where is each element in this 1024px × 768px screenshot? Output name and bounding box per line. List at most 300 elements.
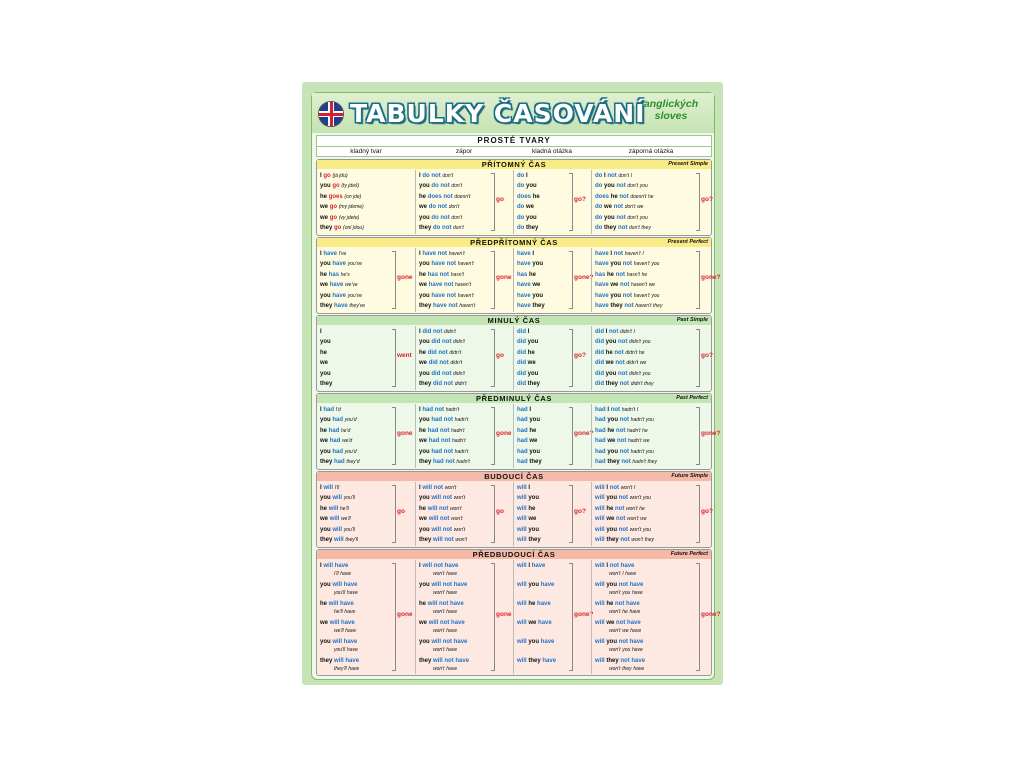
- table-row: [419, 657, 469, 673]
- form-panel-nq: [591, 482, 712, 546]
- contraction: won't: [433, 571, 445, 577]
- auxiliary-have: have: [340, 601, 354, 607]
- contraction: won't: [444, 485, 457, 491]
- table-row: [595, 562, 636, 578]
- auxiliary-have: have: [540, 582, 555, 588]
- bracket: [491, 563, 495, 671]
- contraction: (my jdeme): [338, 204, 364, 211]
- pronoun: you: [610, 261, 622, 268]
- auxiliary: do: [595, 204, 603, 211]
- table-row: [517, 260, 543, 268]
- tense-section: [316, 315, 712, 392]
- auxiliary: did: [431, 339, 441, 346]
- row-line-full: [320, 562, 351, 570]
- column-headers: [316, 146, 712, 157]
- verb-form: have: [332, 292, 347, 299]
- table-row: [595, 505, 645, 513]
- pronoun: you: [320, 417, 331, 424]
- table-row: [595, 203, 643, 211]
- negation: not: [618, 582, 629, 588]
- pronoun: you: [527, 370, 539, 377]
- contraction: won't: [453, 495, 466, 502]
- contraction: haven't: [455, 282, 472, 289]
- table-row: [419, 505, 462, 513]
- auxiliary: do: [517, 214, 525, 221]
- pronoun: you: [639, 183, 648, 190]
- negation: not: [615, 271, 626, 278]
- pronoun: you: [529, 417, 541, 424]
- pronoun: they: [529, 459, 542, 465]
- pronoun: he: [419, 271, 427, 278]
- contraction: don't: [451, 214, 463, 221]
- pronoun: I: [633, 485, 636, 491]
- verb-form: had: [332, 417, 344, 424]
- pronoun: he: [419, 427, 427, 434]
- contraction: they'll: [345, 537, 358, 543]
- auxiliary: will: [433, 658, 443, 664]
- auxiliary: have: [595, 261, 609, 268]
- pronoun: you: [419, 339, 430, 346]
- bracket: [491, 173, 495, 231]
- auxiliary: will: [595, 495, 605, 502]
- pronoun: we: [529, 438, 538, 445]
- pronoun: he: [641, 271, 648, 278]
- contraction: won't: [450, 505, 462, 512]
- main-verb-form: gone: [496, 274, 512, 281]
- pronoun: you: [651, 261, 660, 268]
- pronoun: you: [320, 261, 331, 268]
- pronoun: I: [320, 329, 322, 335]
- negation: not: [613, 204, 624, 211]
- table-row: [517, 515, 536, 523]
- table-row: [320, 224, 364, 232]
- table-row: [517, 638, 554, 646]
- auxiliary: will: [422, 485, 433, 491]
- pronoun: you: [607, 417, 619, 424]
- bracket: [491, 485, 495, 543]
- contraction: didn't: [454, 381, 467, 387]
- form-panel-neg: [415, 248, 513, 312]
- table-row: [419, 638, 467, 654]
- table-row: [419, 349, 461, 357]
- negation: not: [619, 448, 630, 455]
- negation: not: [614, 349, 624, 356]
- auxiliary: will: [428, 516, 439, 523]
- auxiliary-have: have: [629, 609, 641, 615]
- negation: not: [439, 601, 449, 607]
- auxiliary: will: [427, 601, 438, 607]
- auxiliary-have: have: [345, 628, 357, 634]
- contraction: he'll: [340, 505, 349, 512]
- table-row: [419, 224, 464, 232]
- table-row: [320, 328, 322, 336]
- table-row: [595, 370, 651, 378]
- main-verb-form: went: [397, 352, 412, 359]
- contraction: won't: [626, 505, 638, 512]
- auxiliary: will: [431, 495, 442, 502]
- pronoun: I: [605, 329, 608, 335]
- pronoun: they: [607, 459, 620, 465]
- table-row: [517, 380, 540, 388]
- auxiliary-have: have: [633, 666, 645, 672]
- pronoun: I: [636, 407, 639, 413]
- table-row: [595, 427, 648, 435]
- table-row: [320, 562, 351, 578]
- table-row: [595, 224, 651, 232]
- table-row: [419, 427, 465, 435]
- main-verb-form: gone: [397, 611, 413, 618]
- pronoun: he: [606, 601, 614, 607]
- table-row: [320, 250, 346, 258]
- section-tense-name: Past Simple: [676, 317, 708, 323]
- auxiliary: will: [517, 639, 527, 645]
- pronoun: they: [320, 537, 333, 543]
- verb-form: will: [323, 485, 334, 491]
- pronoun: we: [606, 516, 615, 523]
- table-row: [595, 416, 654, 424]
- table-row: [419, 494, 465, 502]
- contraction: won't: [631, 537, 643, 543]
- table-row: [595, 260, 659, 268]
- table-row: [517, 484, 530, 492]
- table-row: [419, 328, 456, 336]
- table-row: [595, 172, 632, 180]
- pronoun: he: [320, 427, 328, 434]
- negation: not: [618, 495, 629, 502]
- table-row: [419, 380, 466, 388]
- table-row: [517, 562, 545, 570]
- table-row: [517, 458, 542, 466]
- pronoun: I: [320, 563, 322, 569]
- main-verb-form: gone?: [701, 611, 721, 618]
- pronoun: they: [320, 658, 333, 664]
- contraction: they've: [349, 303, 366, 309]
- contraction: (já jdu): [332, 173, 348, 179]
- row-line-full: [320, 619, 356, 627]
- table-row: [517, 214, 537, 222]
- pronoun: they: [606, 658, 619, 664]
- auxiliary: had: [428, 438, 440, 445]
- contraction: won't: [455, 537, 467, 543]
- bracket: [696, 329, 700, 387]
- form-panel-q: [513, 560, 594, 674]
- row-line-full: [517, 638, 554, 646]
- row-line-full: [419, 638, 467, 646]
- pronoun: he: [639, 505, 645, 512]
- auxiliary: did: [595, 360, 604, 367]
- auxiliary-have: have: [537, 601, 551, 607]
- row-line-short: [419, 646, 467, 654]
- form-panel-nq: [591, 404, 721, 468]
- bracket: [696, 407, 700, 465]
- table-row: [419, 536, 467, 544]
- contraction: won't: [629, 495, 642, 502]
- contraction: didn't: [449, 349, 462, 356]
- contraction: won't: [451, 516, 463, 523]
- auxiliary-have: have: [444, 563, 459, 569]
- form-panel-q: [513, 482, 591, 546]
- pronoun: we: [643, 438, 650, 445]
- pronoun: we: [604, 204, 613, 211]
- table-row: [320, 172, 348, 180]
- negation: not: [617, 438, 627, 445]
- verb-form: had: [332, 448, 344, 455]
- table-row: [419, 484, 456, 492]
- contraction: doesn't: [454, 193, 471, 200]
- table-row: [320, 515, 351, 523]
- auxiliary: have: [428, 282, 443, 289]
- row-line-short: [320, 646, 358, 654]
- contraction: haven't: [631, 282, 648, 289]
- auxiliary: will: [517, 537, 527, 543]
- table-row: [517, 600, 551, 608]
- auxiliary-have: have: [531, 563, 546, 569]
- table-row: [320, 484, 339, 492]
- section-tense-name: Future Perfect: [670, 551, 708, 557]
- contraction: don't: [618, 173, 630, 179]
- contraction: we'll: [334, 628, 344, 634]
- contraction: haven't: [457, 292, 474, 299]
- table-row: [320, 292, 362, 300]
- form-panel-aff: [317, 404, 414, 468]
- auxiliary: did: [517, 329, 526, 335]
- pronoun: you: [529, 448, 541, 455]
- pronoun: you: [642, 339, 651, 346]
- negation: not: [442, 495, 453, 502]
- auxiliary: do: [428, 204, 437, 211]
- contraction: we've: [345, 282, 358, 289]
- form-panel-aff: [317, 482, 414, 546]
- bracket: [696, 563, 700, 671]
- negation: not: [609, 485, 620, 491]
- auxiliary-have: have: [625, 571, 637, 577]
- auxiliary-have: have: [629, 582, 644, 588]
- pronoun: he: [320, 271, 328, 278]
- auxiliary-have: have: [540, 639, 555, 645]
- bracket: [569, 251, 573, 309]
- contraction: hadn't: [627, 427, 641, 434]
- pronoun: you: [651, 292, 660, 299]
- negation: not: [440, 516, 450, 523]
- form-panel-neg: [415, 170, 513, 234]
- table-row: [320, 406, 341, 414]
- table-row: [517, 619, 552, 627]
- table-row: [595, 250, 644, 258]
- negation: not: [442, 582, 453, 588]
- pronoun: we: [320, 204, 329, 211]
- negation: not: [607, 173, 617, 179]
- row-line-full: [419, 657, 469, 665]
- auxiliary: will: [595, 526, 605, 533]
- verb-form: go: [332, 183, 340, 190]
- negation: not: [445, 459, 455, 465]
- contraction: he'd: [341, 427, 351, 434]
- pronoun: you: [527, 339, 539, 346]
- verb-form: go: [323, 173, 331, 179]
- table-row: [320, 182, 359, 190]
- contraction: you'll: [334, 590, 346, 596]
- contraction: haven't: [624, 251, 641, 257]
- auxiliary: do: [422, 173, 430, 179]
- form-panel-aff: [317, 170, 414, 234]
- pronoun: we: [610, 282, 619, 289]
- bracket: [491, 407, 495, 465]
- page-title: TABULKY ČASOVÁNÍ: [350, 99, 646, 128]
- auxiliary: do: [517, 183, 525, 190]
- table-row: [320, 427, 350, 435]
- negation: not: [433, 563, 444, 569]
- pronoun: I: [419, 485, 421, 491]
- table-row: [595, 638, 643, 654]
- negation: not: [621, 459, 631, 465]
- negation: not: [613, 251, 624, 257]
- bracket: [491, 329, 495, 387]
- contraction: don't: [629, 225, 640, 231]
- row-line-full: [517, 562, 545, 570]
- pronoun: you: [419, 183, 430, 190]
- pronoun: I: [642, 251, 644, 257]
- pronoun: I: [633, 329, 635, 335]
- negation: not: [618, 526, 629, 533]
- poster-header: [312, 93, 714, 133]
- pronoun: he: [419, 349, 427, 356]
- auxiliary: have: [595, 251, 609, 257]
- contraction: won't: [609, 609, 621, 615]
- auxiliary-have: have: [446, 590, 458, 596]
- pronoun: you: [419, 639, 430, 645]
- auxiliary: will: [517, 658, 527, 664]
- auxiliary: will: [595, 537, 605, 543]
- main-verb-form: gone?: [701, 274, 721, 281]
- contraction: didn't: [625, 349, 638, 356]
- pronoun: you: [320, 370, 331, 377]
- subtitle-line-2: sloves: [654, 110, 688, 122]
- negation: not: [437, 204, 448, 211]
- row-line-full: [419, 581, 467, 589]
- pronoun: you: [610, 292, 622, 299]
- auxiliary-have: have: [334, 563, 349, 569]
- auxiliary: have: [431, 261, 446, 268]
- contraction: haven't: [635, 303, 652, 309]
- verb-form: go: [334, 225, 342, 231]
- subtitle-line-1: anglických: [643, 98, 699, 110]
- auxiliary: do: [433, 225, 441, 231]
- table-row: [595, 338, 651, 346]
- table-row: [320, 416, 356, 424]
- negation: not: [439, 271, 450, 278]
- contraction: haven't: [633, 292, 650, 299]
- pronoun: I: [320, 173, 322, 179]
- form-panel-neg: [415, 560, 513, 674]
- auxiliary: will: [332, 582, 343, 588]
- contraction: didn't: [444, 329, 456, 335]
- pronoun: we: [648, 282, 656, 289]
- pronoun: you: [419, 448, 430, 455]
- row-line-short: [595, 646, 643, 654]
- negation: not: [433, 329, 443, 335]
- table-row: [320, 526, 355, 534]
- pronoun: you: [642, 526, 651, 533]
- contraction: (oni jdou): [343, 225, 364, 231]
- pronoun: they: [528, 537, 541, 543]
- row-line-short: [320, 608, 355, 616]
- pronoun: you: [419, 582, 430, 588]
- negation: not: [448, 303, 458, 309]
- pronoun: you: [528, 526, 540, 533]
- bracket: [491, 251, 495, 309]
- auxiliary: had: [595, 438, 606, 445]
- pronoun: you: [419, 261, 430, 268]
- table-row: [320, 380, 332, 388]
- pronoun: they: [647, 459, 657, 465]
- auxiliary: will: [328, 601, 339, 607]
- auxiliary: have: [422, 251, 437, 257]
- negation: not: [442, 339, 452, 346]
- auxiliary: did: [422, 329, 432, 335]
- pronoun: I: [419, 407, 421, 413]
- table-row: [419, 292, 474, 300]
- auxiliary: has: [595, 271, 606, 278]
- pronoun: we: [607, 438, 616, 445]
- pronoun: you: [606, 495, 618, 502]
- verb-form: had: [328, 427, 340, 434]
- page-subtitle: [634, 98, 708, 122]
- section-tense-name: Future Simple: [671, 473, 708, 479]
- row-line-short: [320, 665, 359, 673]
- auxiliary: did: [428, 360, 438, 367]
- contraction: hasn't: [450, 271, 464, 278]
- table-row: [320, 505, 349, 513]
- auxiliary: will: [595, 516, 605, 523]
- auxiliary: will: [517, 485, 527, 491]
- table-row: [517, 657, 556, 665]
- pronoun: you: [606, 639, 618, 645]
- verb-form: has: [328, 271, 340, 278]
- pronoun: you: [605, 339, 617, 346]
- table-row: [419, 271, 464, 279]
- auxiliary: have: [433, 303, 447, 309]
- table-row: [595, 380, 654, 388]
- negation: not: [619, 193, 629, 200]
- row-line-full: [419, 619, 465, 627]
- column-header-question: kladná otázka: [531, 148, 573, 155]
- main-verb-form: gone: [397, 430, 413, 437]
- section-tense-name: Present Simple: [668, 161, 708, 167]
- form-panel-aff: [317, 326, 414, 390]
- table-row: [320, 458, 360, 466]
- pronoun: you: [419, 214, 430, 221]
- table-row: [419, 370, 465, 378]
- table-row: [595, 271, 647, 279]
- auxiliary: had: [431, 448, 443, 455]
- pronoun: we: [532, 282, 541, 289]
- pronoun: they: [604, 225, 617, 231]
- table-row: [517, 281, 540, 289]
- contraction: hadn't: [454, 417, 469, 424]
- pronoun: they: [653, 303, 663, 309]
- table-row: [595, 619, 641, 635]
- auxiliary-have: have: [341, 620, 355, 626]
- pronoun: he: [320, 601, 328, 607]
- contraction: hadn't: [454, 448, 469, 455]
- table-row: [595, 458, 657, 466]
- main-verb-form: go: [496, 352, 504, 359]
- bracket: [392, 251, 396, 309]
- table-row: [320, 370, 331, 378]
- main-verb-form: gone?: [574, 274, 594, 281]
- auxiliary-have: have: [450, 601, 464, 607]
- pronoun: we: [527, 360, 536, 367]
